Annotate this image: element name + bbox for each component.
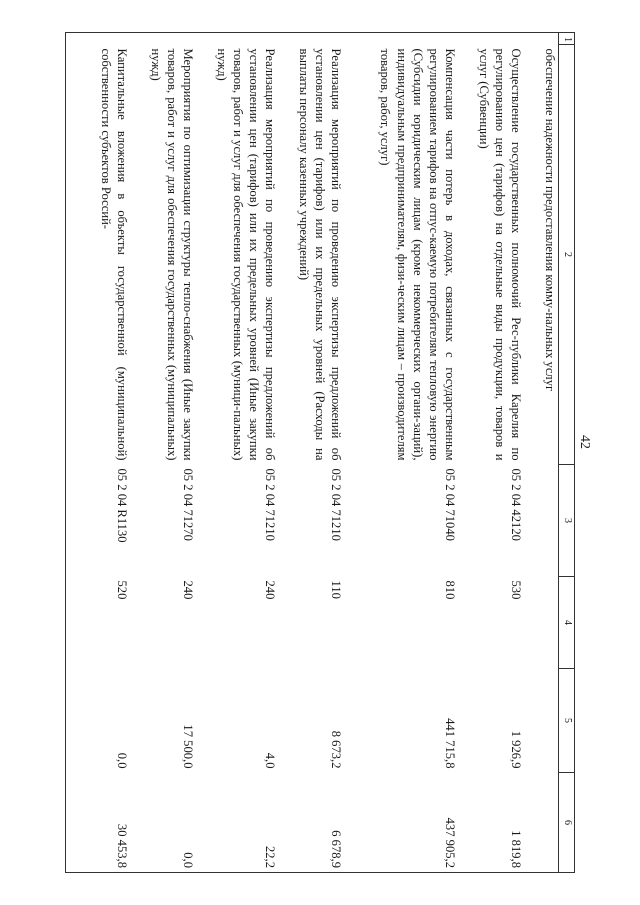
expense-type: 530 (509, 580, 524, 600)
expense-name: Компенсация части потерь в доходах, связанных с государственным регулированием тарифов на отпус-каемую потребителям тепловую энергию (Субсидии юридическим лицам (кроме некоммерческих органи-заций), индивидуальным предпринимателям, физи-ческим лицам – производителям товаров, работ, услуг) (378, 48, 458, 461)
amount-year-2: 437 905,2 (345, 773, 459, 873)
amount-year-1: 441 715,8 (443, 718, 458, 769)
budget-table (65, 32, 575, 873)
table-row (197, 33, 279, 873)
amount-year-2: 6 678,9 (279, 773, 345, 873)
target-code: 05 2 04 71040 (443, 468, 458, 541)
target-code: 05 2 04 42120 (509, 468, 524, 541)
amount-year-2: 22,2 (197, 773, 279, 873)
amount-year-1: 17 500,0 (181, 724, 196, 769)
column-number: 2 (559, 45, 575, 465)
column-number: 6 (559, 773, 575, 873)
table-row (279, 33, 345, 873)
table-row (345, 33, 459, 873)
expense-name: Мероприятия по оптимизации структуры тепло-снабжения (Иные закупки товаров, работ и услуг для обеспечения государственных (муниципальных) нужд) (148, 48, 196, 461)
expense-type: 520 (66, 577, 131, 669)
table-row (66, 33, 131, 873)
target-code: 05 2 04 71210 (329, 468, 344, 541)
column-number: 4 (559, 577, 575, 669)
amount-year-2: 30 453,8 (66, 773, 131, 873)
expense-name: Реализация мероприятий по проведению экспертизы предложений об установлении цен (тарифов) или их предельных уровней (Расходы на выплаты персоналу казенных учреждений) (296, 48, 344, 461)
expense-type (525, 577, 559, 669)
amount-year-2: 1 819,8 (459, 773, 525, 873)
target-code: 05 2 04 71270 (181, 468, 196, 541)
page-number: 42 (577, 435, 592, 449)
expense-type: 810 (443, 580, 458, 600)
table-row (459, 33, 525, 873)
target-code: 05 2 04 71210 (263, 468, 278, 541)
target-code (525, 465, 559, 577)
amount-year-1 (525, 669, 559, 773)
expense-name: Осуществление государственных полномочий Рес-публики Карелия по регулированию цен (тарифов) на отдельные виды продукции, товаров и услуг (Субвенции) (476, 48, 524, 461)
column-number: 3 (559, 465, 575, 577)
target-code: 05 2 04 R1130 (66, 465, 131, 577)
amount-year-1: 0,0 (66, 669, 131, 773)
expense-type: 240 (263, 580, 278, 600)
amount-year-1: 4,0 (263, 752, 278, 769)
expense-type: 240 (181, 580, 196, 600)
column-number: 1 (559, 33, 575, 45)
table-row (131, 33, 197, 873)
expense-type: 110 (329, 580, 344, 599)
rotated-page (65, 32, 575, 872)
expense-name: Капитальные вложения в объекты государственной (муниципальной) собственности субъектов Россий- (66, 45, 131, 465)
expense-name: Реализация мероприятий по проведению экспертизы предложений об установлении цен (тарифов) или их предельных уровней (Иные закупки товаров, работ и услуг для обеспечения государственных (муници-пальных) нужд) (214, 48, 278, 461)
expense-name: обеспечение надежности предоставления комму-нальных услуг (543, 48, 557, 392)
amount-year-1: 8 673,2 (329, 730, 344, 769)
amount-year-2 (525, 773, 559, 873)
amount-year-1: 1 926,9 (509, 730, 524, 769)
table-row (525, 33, 559, 873)
amount-year-2: 0,0 (131, 773, 197, 873)
column-number: 5 (559, 669, 575, 773)
column-number-row (559, 33, 575, 873)
